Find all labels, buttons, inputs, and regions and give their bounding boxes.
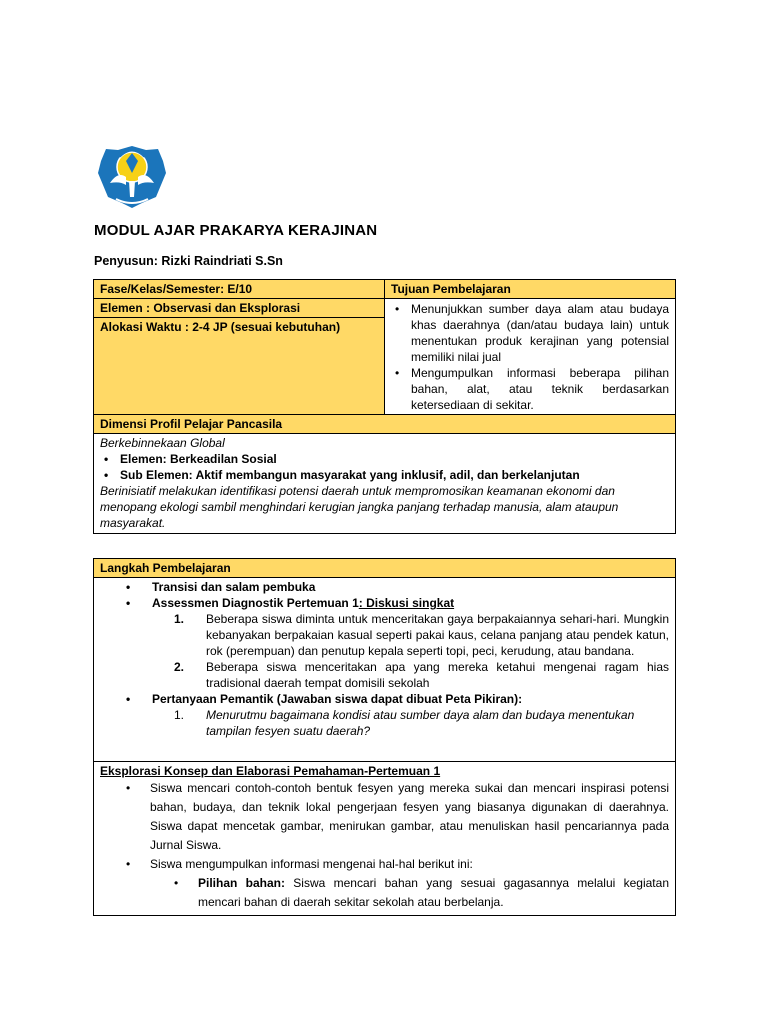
tut-wuri-handayani-logo [96,143,168,211]
element-label: Elemen : Observasi dan Eksplorasi [94,299,384,318]
author: Penyusun: Rizki Raindriati S.Sn [94,254,283,268]
exploration-item: • Siswa mengumpulkan informasi mengenai hal-hal berikut ini: [126,857,473,871]
objective-item: • Mengumpulkan informasi beberapa pilihan bahan, alat, atau teknik berdasarkan ketersediaan di sekitar. [391,365,669,413]
dimension-description: Berinisiatif melakukan identifikasi potensi daerah untuk mempromosikan keamanan ekonomi dan menopang ekologi sambil menghindari kerugian jangka panjang terhadap manusia, alam ataupun masyarakat. [100,484,619,530]
dimension-item: • Elemen: Berkeadilan Sosial [100,451,669,467]
learning-steps-cell [94,578,676,762]
profile-dimension-cell [94,434,676,534]
profile-dimension-header: Dimensi Profil Pelajar Pancasila [94,415,676,434]
discussion-link: : Diskusi singkat [358,596,455,610]
learning-steps-table [93,558,676,916]
document-title: MODUL AJAR PRAKARYA KERAJINAN [94,222,378,239]
dimension-item: • Sub Elemen: Aktif membangun masyarakat yang inklusif, adil, dan berkelanjutan [100,467,669,483]
exploration-cell [94,762,676,916]
learning-objectives-cell [385,299,676,415]
objective-item: • Menunjukkan sumber daya alam atau budaya khas daerahnya (dan/atau budaya lain) untuk menentukan produk kerajinan yang potensial memiliki nilai jual [391,301,669,365]
assessment-step: 1. Beberapa siswa diminta untuk menceritakan gaya berpakaiannya sehari-hari. Mungkin kebanyakan berpakaian kasual seperti pakai kaus, celana panjang atau pendek katun, rok (perempuan) dan penutup kepala seperti topi, peci, kerudung, atau bandana. [174,612,669,658]
step-assessment: • Assessmen Diagnostik Pertemuan 1: Diskusi singkat [126,596,455,610]
step-transition: • Transisi dan salam pembuka [126,580,316,594]
trigger-question: 1. Menurutmu bagaimana kondisi atau sumber daya alam dan budaya menentukan tampilan fesyen suatu daerah? [174,708,635,738]
time-allocation: Alokasi Waktu : 2-4 JP (sesuai kebutuhan) [100,320,341,334]
learning-objectives-header: Tujuan Pembelajaran [385,280,676,299]
phase-class-semester: Fase/Kelas/Semester: E/10 [94,280,385,299]
element-time-cell [94,299,385,415]
assessment-step: 2. Beberapa siswa menceritakan apa yang mereka ketahui mengenai ragam hias tradisional daerah tempat domisili sekolah [174,660,669,690]
step-trigger-question: • Pertanyaan Pemantik (Jawaban siswa dapat dibuat Peta Pikiran): [126,692,523,706]
module-info-table [93,279,676,534]
exploration-header: Eksplorasi Konsep dan Elaborasi Pemahaman-Pertemuan 1 [100,764,441,778]
dimension-title: Berkebinnekaan Global [100,436,225,450]
learning-steps-header: Langkah Pembelajaran [94,559,676,578]
material-choice-item: • Pilihan bahan: Siswa mencari bahan yang sesuai gagasannya melalui kegiatan mencari bahan di daerah sekitar sekolah atau berbelanja. [174,876,669,909]
exploration-item: • Siswa mencari contoh-contoh bentuk fesyen yang mereka sukai dan mencari inspirasi potensi bahan, budaya, dan teknik lokal pengerjaan fesyen yang biasanya digunakan di daerahnya. Siswa dapat mencetak gambar, menirukan gambar, atau menuliskan hasil pencariannya pada Jurnal Siswa. [126,781,669,852]
